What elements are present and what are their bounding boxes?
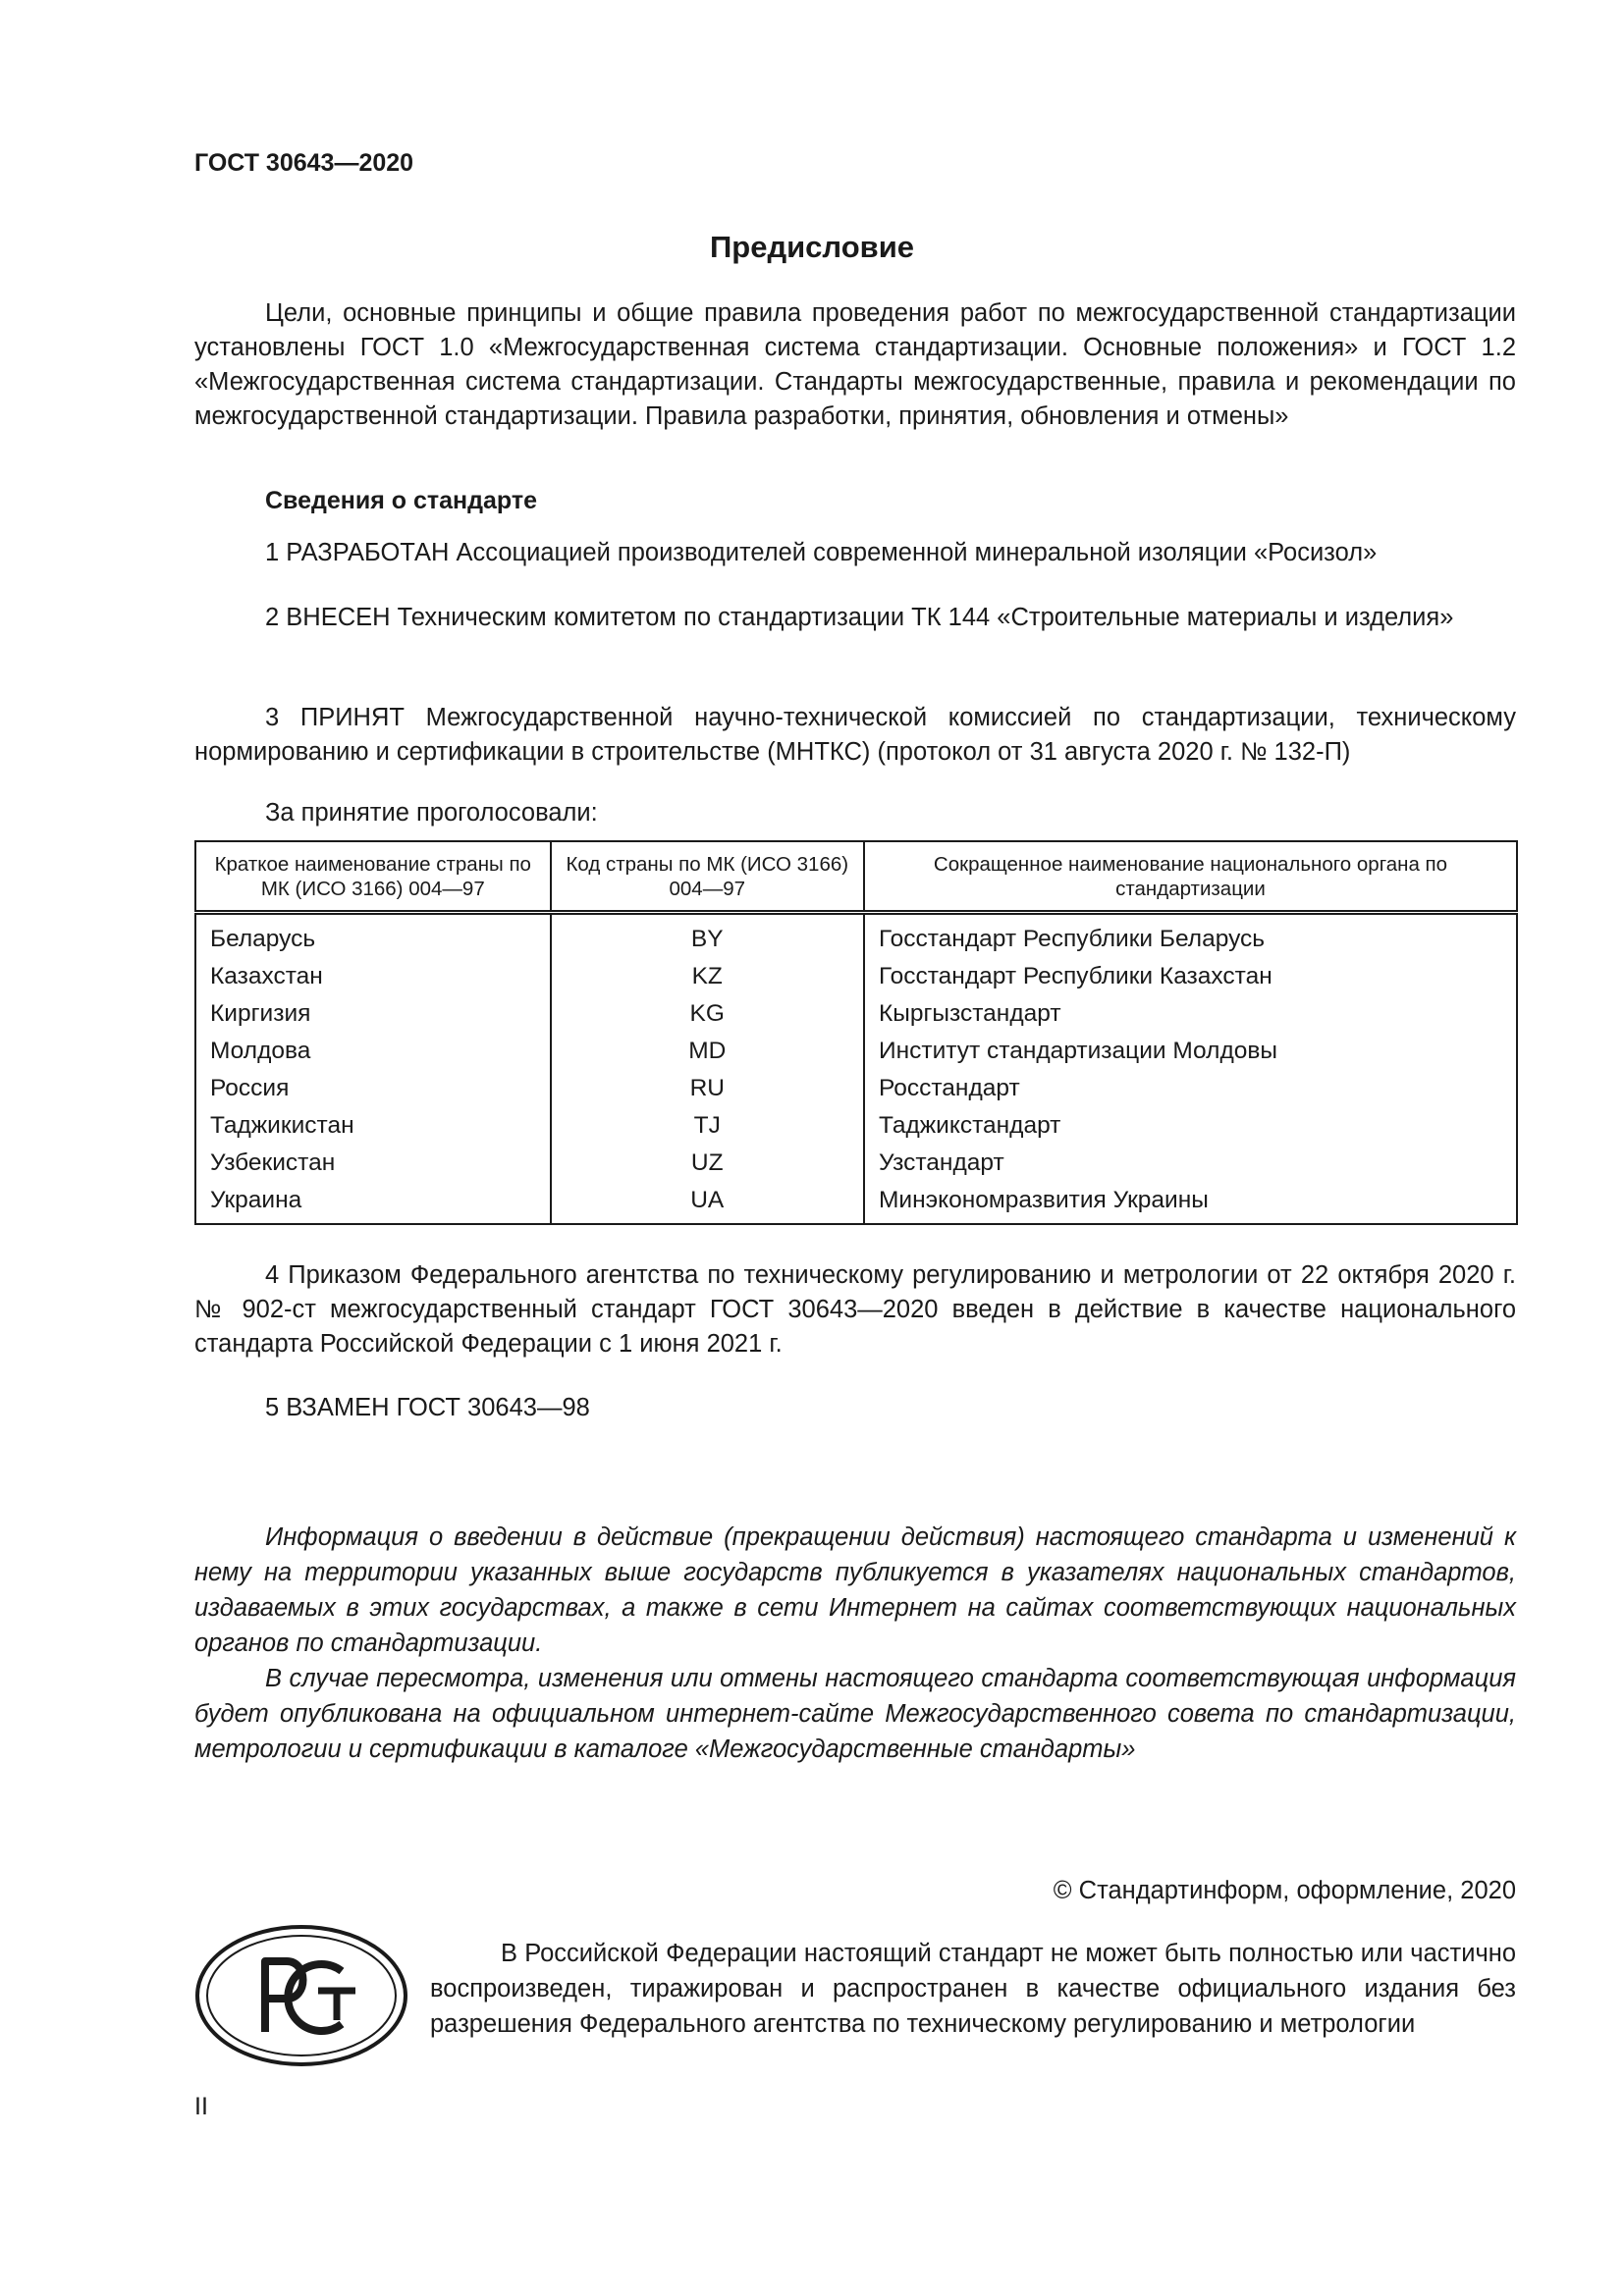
cell-code: TJ — [551, 1107, 864, 1145]
about-heading: Сведения о стандарте — [265, 487, 538, 514]
cell-country: Молдова — [195, 1033, 551, 1070]
table-row — [195, 1070, 1517, 1107]
cell-country: Таджикистан — [195, 1107, 551, 1145]
table-row — [195, 1107, 1517, 1145]
cell-body: Кыргызстандарт — [878, 1000, 1061, 1027]
table-row — [195, 1145, 1517, 1182]
cell-body: Росстандарт — [878, 1075, 1020, 1101]
cell-code: MD — [551, 1033, 864, 1070]
item-adopted: 3 ПРИНЯТ Межгосударственной научно-технической комиссией по стандартизации, техническому нормированию и сертификации в строительстве (МНТКС) (протокол от 31 августа 2020 г. № 132-П) — [194, 704, 1516, 766]
cell-code: BY — [551, 913, 864, 959]
item-introduced: 2 ВНЕСЕН Техническим комитетом по стандартизации ТК 144 «Строительные материалы и изделия» — [265, 604, 1454, 631]
table-row — [195, 958, 1517, 995]
cell-country: Украина — [195, 1182, 551, 1224]
table-row — [195, 1182, 1517, 1224]
cell-code: KG — [551, 995, 864, 1033]
cell-code: KZ — [551, 958, 864, 995]
cell-body: Институт стандартизации Молдовы — [878, 1038, 1277, 1064]
notice-paragraph-2: В случае пересмотра, изменения или отмены настоящего стандарта соответствующая информация будет опубликована на официальном интернет-сайте Межгосударственного совета по стандартизации, метрологии и сертификации в каталоге «Межгосударственные стандарты» — [194, 1665, 1516, 1763]
cell-body: Таджикстандарт — [878, 1112, 1061, 1139]
item-order: 4 Приказом Федерального агентства по техническому регулированию и метрологии от 22 октября 2020 г. № 902-ст межгосударственный стандарт ГОСТ 30643—2020 введен в действие в качестве национального стандарта Российской Федерации с 1 июня 2021 г. — [194, 1261, 1516, 1358]
header-country: Краткое наименование страны по МК (ИСО 3166) 004—97 — [195, 841, 551, 913]
intro-paragraph: Цели, основные принципы и общие правила проведения работ по межгосударственной стандартизации установлены ГОСТ 1.0 «Межгосударственная система стандартизации. Основные положения» и ГОСТ 1.2 «Межгосударственная система стандартизации. Стандарты межгосударственные, правила и рекомендации по межгосударственной стандартизации. Правила разработки, принятия, обновления и отмены» — [194, 299, 1516, 430]
item-replaces: 5 ВЗАМЕН ГОСТ 30643—98 — [265, 1394, 590, 1421]
page-title: Предисловие — [709, 230, 914, 264]
cell-body: Минэкономразвития Украины — [878, 1187, 1209, 1213]
member-states-table — [194, 840, 1518, 1225]
cell-country: Узбекистан — [195, 1145, 551, 1182]
cell-country: Киргизия — [195, 995, 551, 1033]
item-developed: 1 РАЗРАБОТАН Ассоциацией производителей современной минеральной изоляции «Росизол» — [265, 539, 1378, 566]
cell-body: Госстандарт Республики Казахстан — [878, 963, 1272, 989]
legal-notice: В Российской Федерации настоящий стандарт не может быть полностью или частично воспроизведен, тиражирован и распространен в качестве официального издания без разрешения Федерального агентства по техническому регулированию и метрологии — [430, 1940, 1516, 2038]
copyright: © Стандартинформ, оформление, 2020 — [1053, 1877, 1516, 1904]
cell-country: Казахстан — [195, 958, 551, 995]
cell-code: UZ — [551, 1145, 864, 1182]
voted-label: За принятие проголосовали: — [265, 799, 598, 827]
cell-country: Беларусь — [195, 913, 551, 959]
table-header-row — [195, 841, 1517, 913]
cell-country: Россия — [195, 1070, 551, 1107]
cell-code: UA — [551, 1182, 864, 1224]
table-row — [195, 913, 1517, 959]
header-body: Сокращенное наименование национального органа по стандартизации — [864, 841, 1517, 913]
document-code: ГОСТ 30643—2020 — [194, 149, 414, 177]
cell-body: Узстандарт — [878, 1149, 1004, 1176]
rst-certification-mark-icon — [192, 1922, 410, 2074]
notice-paragraph-1: Информация о введении в действие (прекращении действия) настоящего стандарта и изменений к нему на территории указанных выше государств публикуется в указателях национальных стандартов, издаваемых в этих государствах, а также в сети Интернет на сайтах соответствующих национальных органов по стандартизации. — [194, 1523, 1516, 1657]
cell-code: RU — [551, 1070, 864, 1107]
cell-body: Госстандарт Республики Беларусь — [878, 926, 1266, 952]
table-row — [195, 995, 1517, 1033]
page-number: II — [194, 2093, 208, 2120]
header-code: Код страны по МК (ИСО 3166) 004—97 — [551, 841, 864, 913]
table-row — [195, 1033, 1517, 1070]
